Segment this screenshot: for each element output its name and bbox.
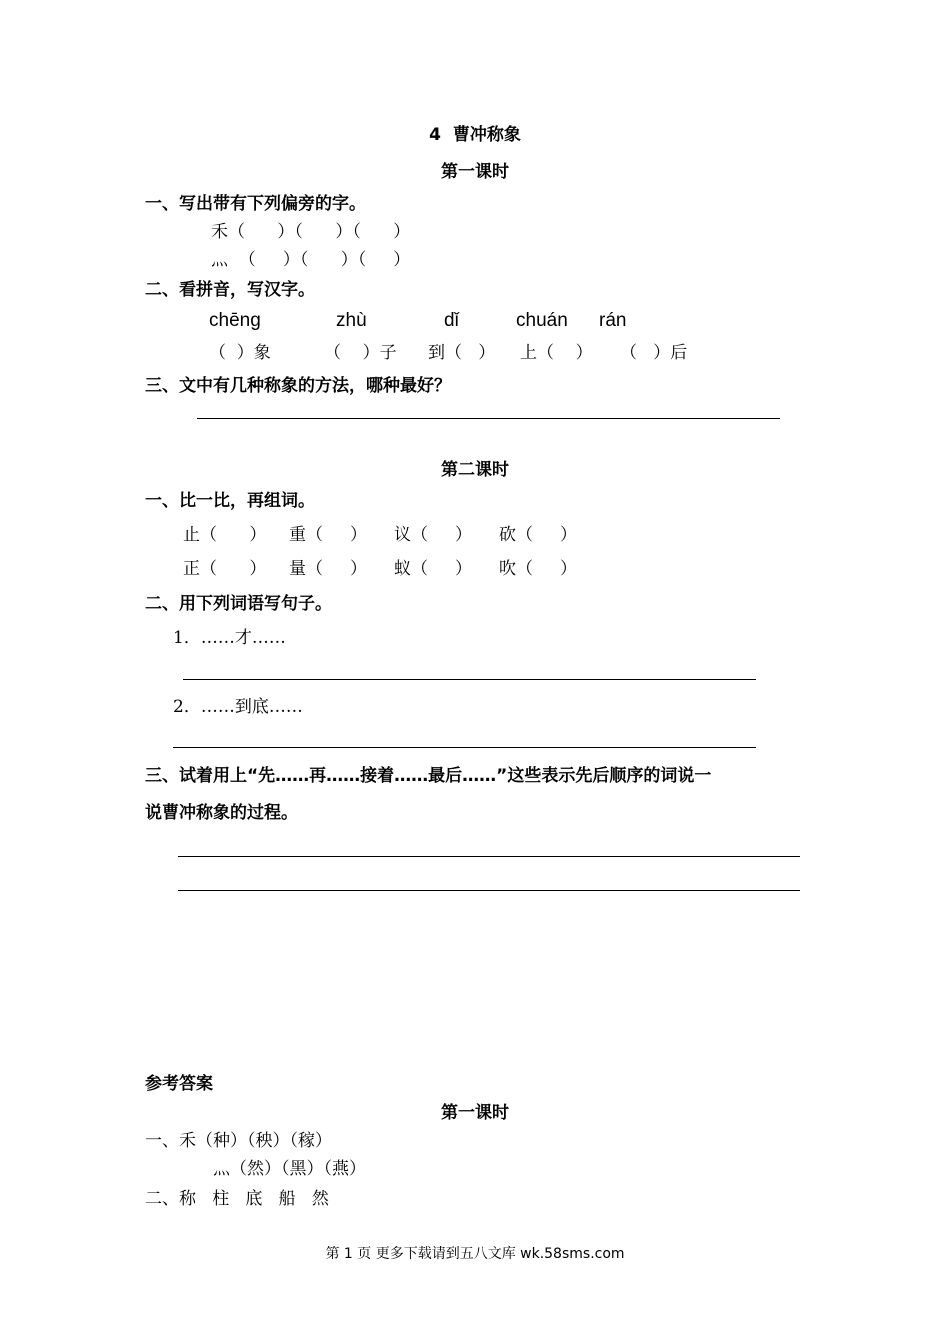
answer-line (178, 856, 800, 857)
lesson1-q3-prompt: 三、文中有几种称象的方法，哪种最好？ (145, 376, 451, 396)
answer-line (173, 747, 756, 748)
lesson1-heading: 第一课时 (441, 162, 509, 182)
compare-item: 量（ ） (289, 559, 368, 579)
page-title: 4 曹冲称象 (429, 125, 521, 145)
answers-heading: 第一课时 (441, 1103, 509, 1123)
lesson2-heading: 第二课时 (441, 460, 509, 480)
answer-2: 二、称 柱 底 船 然 (145, 1189, 329, 1209)
pinyin-blank-1: （ ）象 (209, 343, 271, 363)
answers-label: 参考答案 (145, 1074, 213, 1094)
lesson1-q2-prompt: 二、看拼音，写汉字。 (145, 280, 315, 300)
compare-item: 止（ ） (183, 525, 267, 545)
compare-item: 重（ ） (289, 525, 368, 545)
pinyin-2: zhù (336, 310, 367, 331)
lesson1-q1-prompt: 一、写出带有下列偏旁的字。 (145, 194, 366, 214)
compare-item: 议（ ） (394, 525, 473, 545)
pinyin-blank-5: （ ）后 (620, 343, 688, 363)
compare-item: 蚁（ ） (394, 559, 473, 579)
lesson1-q1-row-huo: 灬 （ ）（ ）（ ） (211, 250, 411, 270)
lesson2-q1-prompt: 一、比一比，再组词。 (145, 491, 315, 511)
compare-item: 砍（ ） (499, 525, 578, 545)
answer-line (183, 679, 756, 680)
lesson2-q2-prompt: 二、用下列词语写句子。 (145, 594, 332, 614)
sentence-item-2: 2．……到底…… (173, 697, 303, 717)
pinyin-4: chuán (516, 310, 568, 331)
pinyin-3: dǐ (444, 310, 459, 331)
answer-line (178, 890, 800, 891)
answer-line (197, 418, 780, 419)
lesson1-q1-row-he: 禾（ ）（ ）（ ） (211, 222, 411, 242)
pinyin-blank-4: 上（ ） (520, 343, 593, 363)
compare-item: 吹（ ） (499, 559, 578, 579)
sentence-item-1: 1．……才…… (173, 628, 286, 648)
answer-1-line1: 一、禾（种）（秧）（稼） (145, 1131, 332, 1151)
pinyin-1: chēng (209, 310, 261, 331)
pinyin-blank-2: （ ）子 (324, 343, 397, 363)
answer-1-line2: 灬（然）（黑）（燕） (213, 1159, 366, 1179)
page-footer: 第 1 页 更多下载请到五八文库 wk.58sms.com (325, 1246, 625, 1262)
lesson2-q3-prompt-line1: 三、试着用上“先……再……接着……最后……”这些表示先后顺序的词说一 (145, 766, 712, 786)
pinyin-5: rán (599, 310, 627, 331)
pinyin-blank-3: 到（ ） (428, 343, 496, 363)
compare-item: 正（ ） (183, 559, 267, 579)
lesson2-q3-prompt-line2: 说曹冲称象的过程。 (145, 803, 298, 823)
